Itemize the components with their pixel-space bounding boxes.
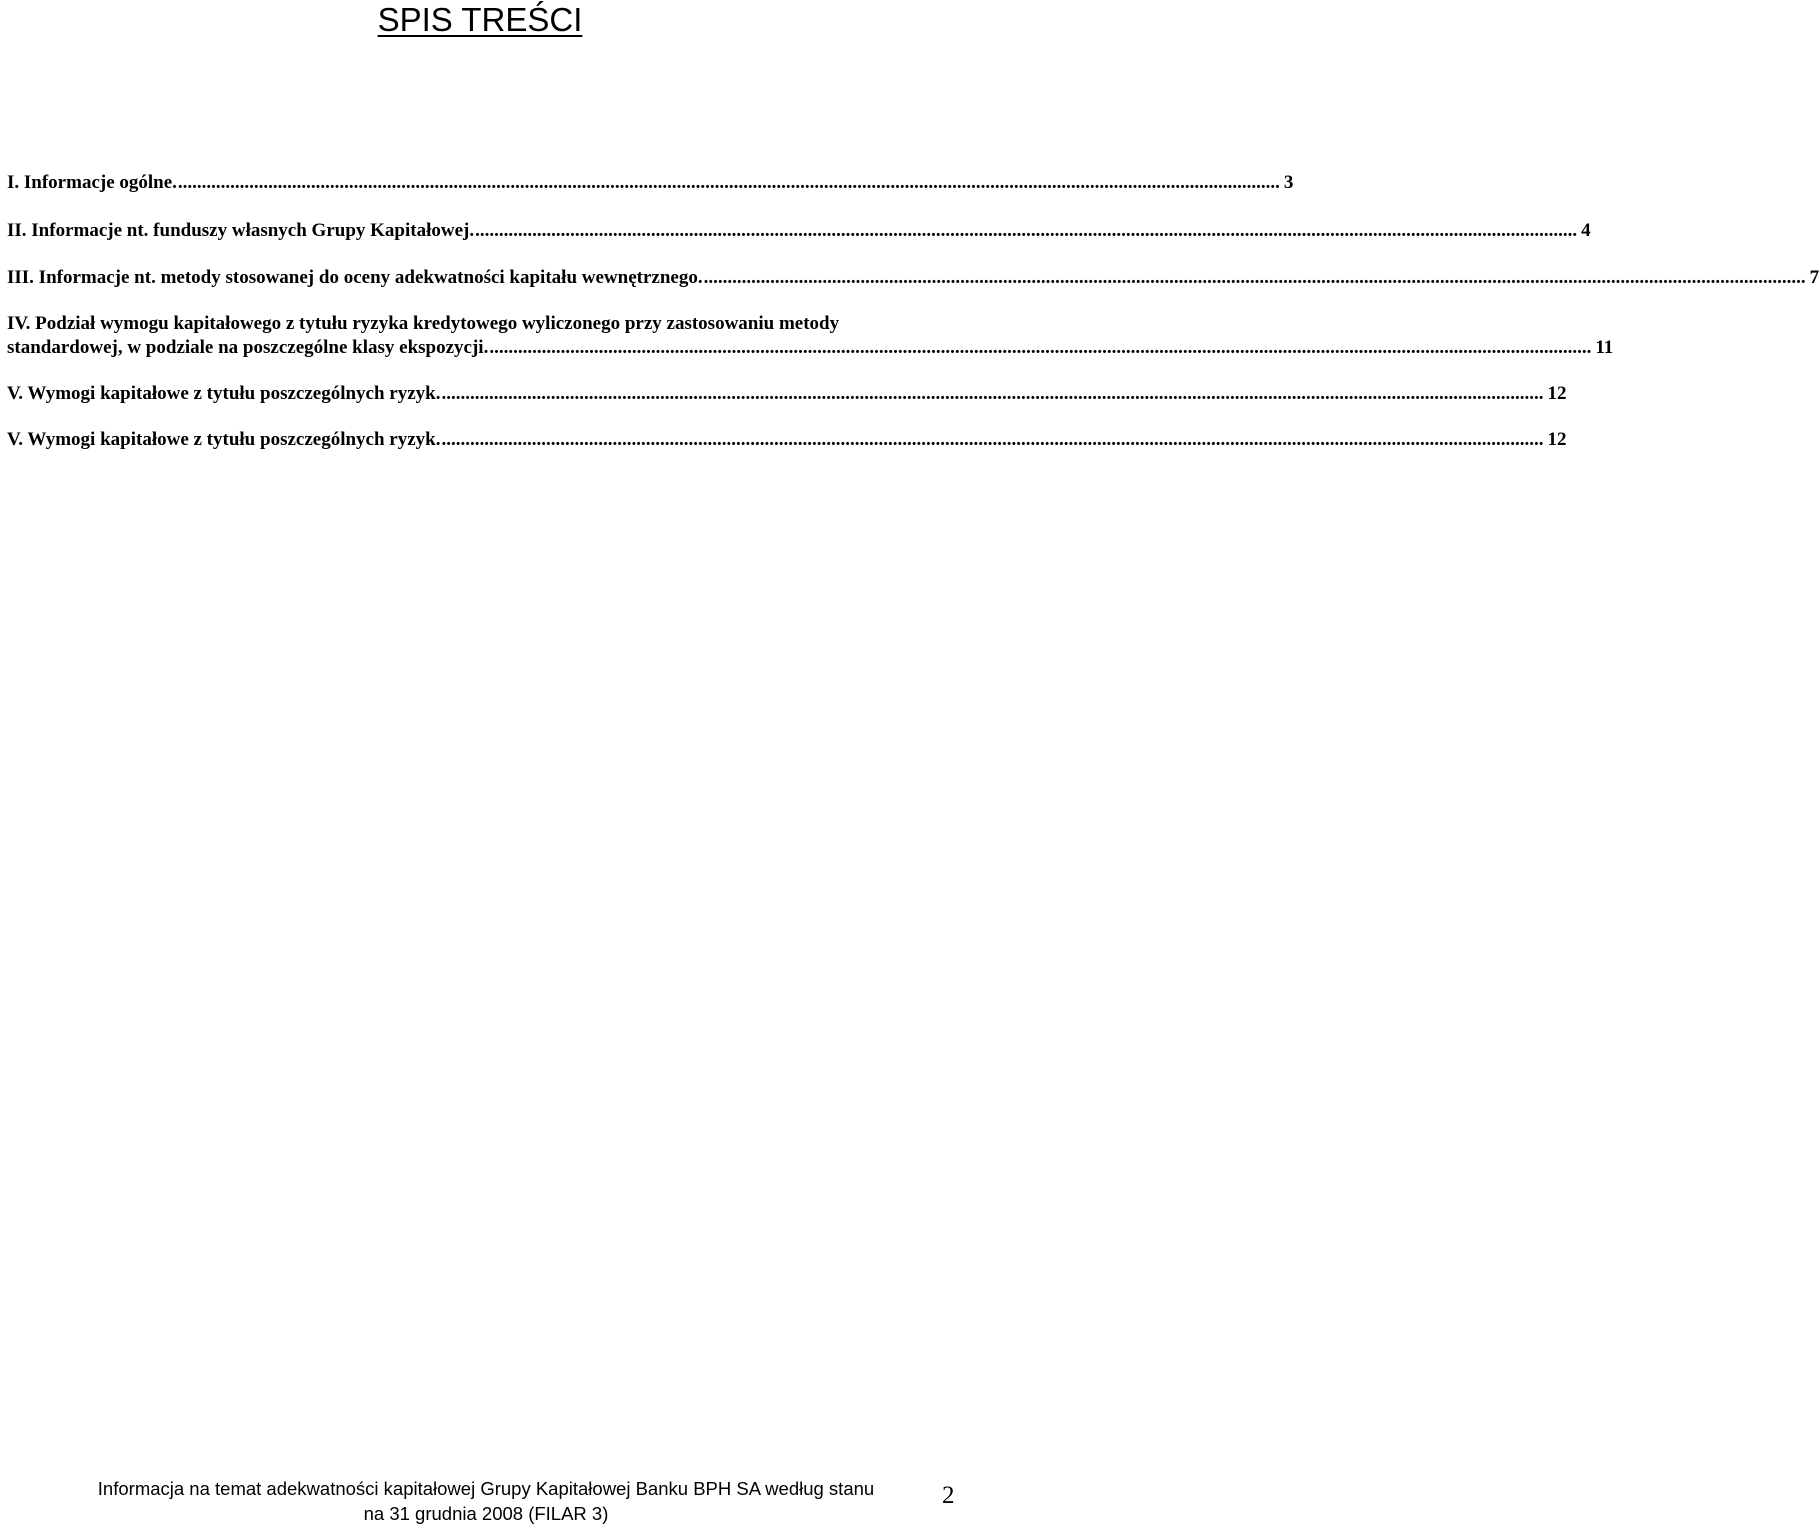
toc-entry-text: V. Wymogi kapitałowe z tytułu poszczególnych ryzyk.: [7, 429, 441, 450]
table-of-contents: [7, 171, 1819, 452]
dot-leader: ........................................................................................................................................................................................................................................: [177, 172, 1280, 193]
dot-leader: ........................................................................................................................................................................................................................................: [475, 220, 1578, 241]
dot-leader: ........................................................................................................................................................................................................................................: [703, 267, 1806, 288]
dot-leader: ........................................................................................................................................................................................................................................: [489, 337, 1592, 358]
page-title: SPIS TREŚCI: [377, 1, 583, 38]
toc-entry-text-continued: standardowej, w podziale na poszczególne klasy ekspozycji.: [7, 337, 489, 358]
toc-entry-page: 4: [1581, 220, 1591, 241]
footer-line-2: na 31 grudnia 2008 (FILAR 3): [363, 1503, 609, 1524]
toc-entry-text: IV. Podział wymogu kapitałowego z tytułu ryzyka kredytowego wyliczonego przy zastosowaniu metody: [7, 313, 840, 334]
toc-entry-3[interactable]: [7, 266, 1819, 290]
toc-entry-2[interactable]: [7, 219, 1591, 243]
footer-line-1: Informacja na temat adekwatności kapitałowej Grupy Kapitałowej Banku BPH SA według stanu: [97, 1478, 875, 1499]
toc-entry-1[interactable]: [7, 171, 1294, 195]
page-footer: [0, 1476, 972, 1526]
toc-entry-page: 12: [1547, 383, 1567, 404]
toc-entry-text: II. Informacje nt. funduszy własnych Grupy Kapitałowej.: [7, 220, 475, 241]
dot-leader: ........................................................................................................................................................................................................................................: [441, 429, 1544, 450]
toc-entry-6[interactable]: [7, 428, 1567, 452]
toc-entry-text: III. Informacje nt. metody stosowanej do oceny adekwatności kapitału wewnętrznego.: [7, 267, 703, 288]
toc-entry-text: V. Wymogi kapitałowe z tytułu poszczególnych ryzyk.: [7, 383, 441, 404]
toc-entry-page: 12: [1547, 429, 1567, 450]
toc-entry-text: I. Informacje ogólne.: [7, 172, 177, 193]
toc-entry-page: 11: [1595, 337, 1614, 358]
toc-entry-page: 7: [1809, 267, 1819, 288]
dot-leader: ........................................................................................................................................................................................................................................: [441, 383, 1544, 404]
toc-entry-4[interactable]: [7, 312, 1614, 360]
page-number: 2: [942, 1482, 955, 1509]
toc-entry-5[interactable]: [7, 382, 1567, 406]
toc-entry-page: 3: [1283, 172, 1294, 193]
